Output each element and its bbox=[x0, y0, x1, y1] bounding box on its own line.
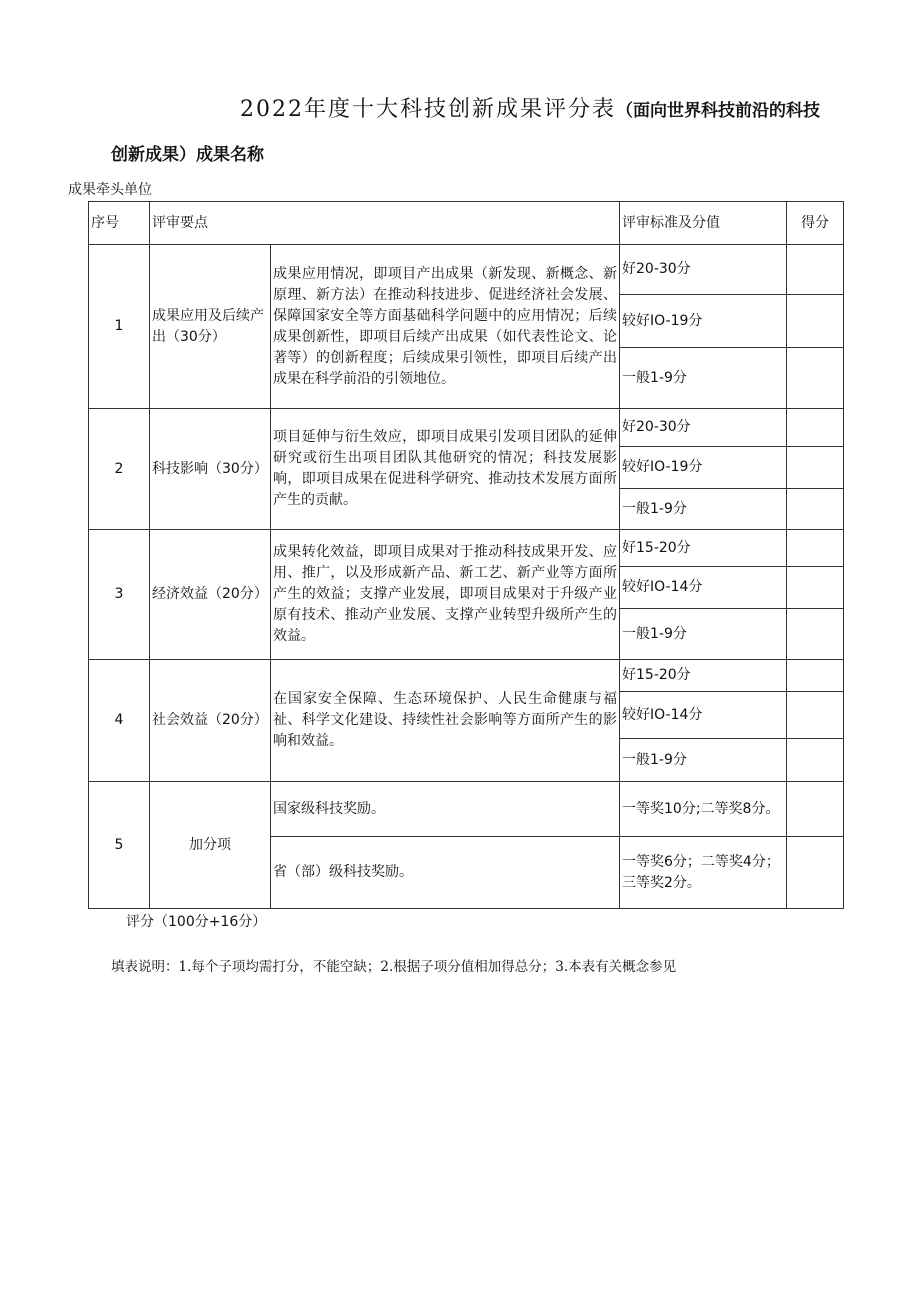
score-cell[interactable] bbox=[787, 567, 844, 609]
table-row bbox=[89, 660, 844, 692]
document-title bbox=[240, 92, 820, 123]
score-cell[interactable] bbox=[787, 447, 844, 489]
criteria-good: 好20-30分 bbox=[620, 245, 787, 295]
row-desc: 成果转化效益，即项目成果对于推动科技成果开发、应用、推广，以及形成新产品、新工艺、新产业等方面所产生的效益；支撑产业发展，即项目成果对于升级产业原有技术、推动产业发展、支撑产业转型升级所产生的效益。 bbox=[271, 530, 620, 660]
score-cell[interactable] bbox=[787, 692, 844, 739]
criteria-average: 一般1-9分 bbox=[620, 609, 787, 660]
header-criteria: 评审标准及分值 bbox=[620, 202, 787, 245]
criteria-fair: 较好IO-14分 bbox=[620, 692, 787, 739]
score-cell[interactable] bbox=[787, 660, 844, 692]
criteria-fair: 较好IO-19分 bbox=[620, 447, 787, 489]
score-cell[interactable] bbox=[787, 245, 844, 295]
row-item: 科技影响（30分） bbox=[150, 409, 271, 530]
table-row bbox=[89, 409, 844, 447]
score-cell[interactable] bbox=[787, 409, 844, 447]
criteria-fair: 较好IO-19分 bbox=[620, 295, 787, 348]
header-row bbox=[89, 202, 844, 245]
score-cell[interactable] bbox=[787, 739, 844, 782]
score-cell[interactable] bbox=[787, 837, 844, 909]
scoring-table bbox=[88, 201, 844, 909]
lead-unit-label: 成果牵头单位 bbox=[68, 182, 152, 198]
bonus-criteria-provincial: 一等奖6分；二等奖4分；三等奖2分。 bbox=[620, 837, 787, 909]
row-desc: 项目延伸与衍生效应，即项目成果引发项目团队的延伸研究或衍生出项目团队其他研究的情况；科技发展影响，即项目成果在促进科学研究、推动技术发展方面所产生的贡献。 bbox=[271, 409, 620, 530]
header-no: 序号 bbox=[89, 202, 150, 245]
row-no: 4 bbox=[89, 660, 150, 782]
row-no: 5 bbox=[89, 782, 150, 909]
bonus-desc-national: 国家级科技奖励。 bbox=[271, 782, 620, 837]
bonus-criteria-national: 一等奖10分;二等奖8分。 bbox=[620, 782, 787, 837]
criteria-good: 好15-20分 bbox=[620, 660, 787, 692]
criteria-average: 一般1-9分 bbox=[620, 739, 787, 782]
header-score: 得分 bbox=[787, 202, 844, 245]
criteria-good: 好20-30分 bbox=[620, 409, 787, 447]
row-item: 社会效益（20分） bbox=[150, 660, 271, 782]
row-desc: 在国家安全保障、生态环境保护、人民生命健康与福祉、科学文化建设、持续性社会影响等方面所产生的影响和效益。 bbox=[271, 660, 620, 782]
score-cell[interactable] bbox=[787, 782, 844, 837]
fill-instructions: 填表说明：1.每个子项均需打分，不能空缺；2.根据子项分值相加得总分；3.本表有关概念参见 bbox=[111, 959, 677, 975]
header-point: 评审要点 bbox=[150, 202, 620, 245]
criteria-average: 一般1-9分 bbox=[620, 489, 787, 530]
row-item: 加分项 bbox=[150, 782, 271, 909]
row-no: 1 bbox=[89, 245, 150, 409]
score-cell[interactable] bbox=[787, 530, 844, 567]
table-row bbox=[89, 530, 844, 567]
row-item: 经济效益（20分） bbox=[150, 530, 271, 660]
title-paren: （面向世界科技前沿的科技 bbox=[616, 101, 820, 121]
criteria-average: 一般1-9分 bbox=[620, 348, 787, 409]
score-cell[interactable] bbox=[787, 348, 844, 409]
score-cell[interactable] bbox=[787, 609, 844, 660]
score-cell[interactable] bbox=[787, 489, 844, 530]
title-main: 2022年度十大科技创新成果评分表 bbox=[240, 97, 616, 122]
table-row bbox=[89, 782, 844, 837]
row-no: 3 bbox=[89, 530, 150, 660]
criteria-good: 好15-20分 bbox=[620, 530, 787, 567]
row-item: 成果应用及后续产出（30分） bbox=[150, 245, 271, 409]
row-no: 2 bbox=[89, 409, 150, 530]
table-row bbox=[89, 245, 844, 295]
score-cell[interactable] bbox=[787, 295, 844, 348]
row-desc: 成果应用情况，即项目产出成果（新发现、新概念、新原理、新方法）在推动科技进步、促进经济社会发展、保障国家安全等方面基础科学问题中的应用情况；后续成果创新性，即项目后续产出成果（如代表性论文、论著等）的创新程度；后续成果引领性，即项目后续产出成果在科学前沿的引领地位。 bbox=[271, 245, 620, 409]
title-line2: 创新成果）成果名称 bbox=[111, 145, 264, 165]
bonus-desc-provincial: 省（部）级科技奖励。 bbox=[271, 837, 620, 909]
total-score-label: 评分（100分+16分） bbox=[126, 914, 267, 930]
criteria-fair: 较好IO-14分 bbox=[620, 567, 787, 609]
